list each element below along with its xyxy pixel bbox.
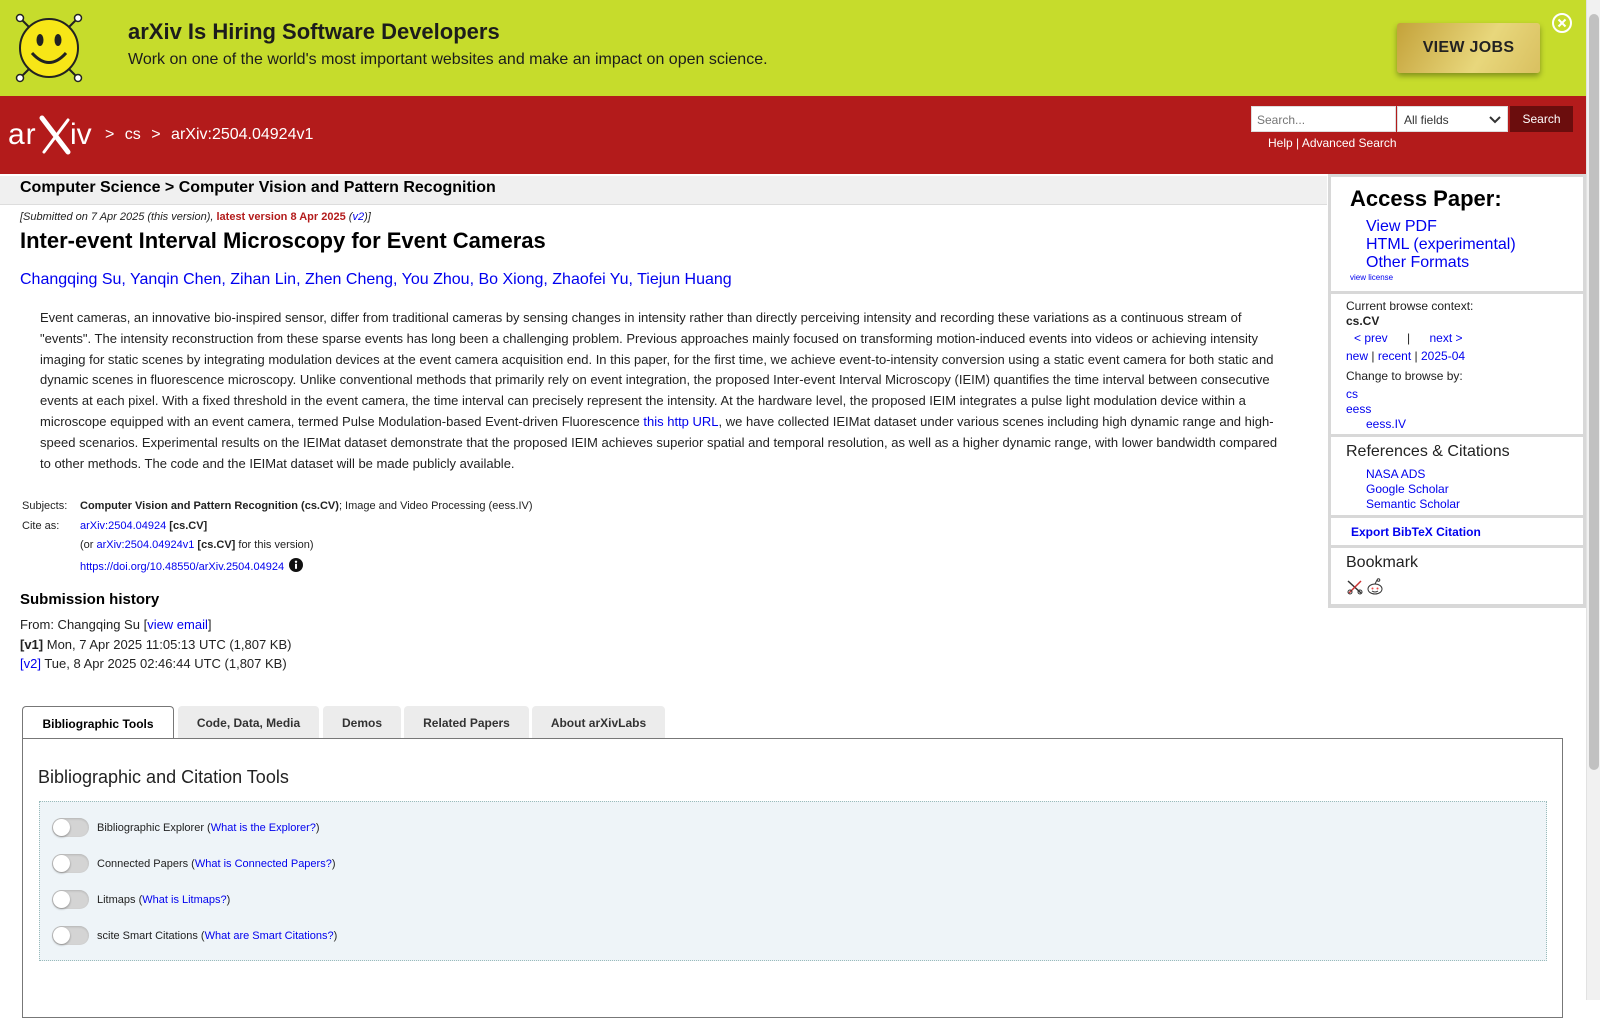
semantic-scholar-link[interactable]: Semantic Scholar: [1366, 497, 1461, 511]
author-link[interactable]: Zhaofei Yu: [552, 271, 629, 288]
banner-title: arXiv Is Hiring Software Developers: [128, 19, 500, 44]
view-license-link[interactable]: view license: [1350, 273, 1394, 282]
smiley-icon: [12, 10, 86, 86]
advanced-search-link[interactable]: Advanced Search: [1301, 136, 1397, 150]
breadcrumb: [105, 126, 319, 144]
access-paper-box: [1331, 177, 1583, 291]
search-field-value: All fields: [1404, 113, 1449, 127]
doi-row: [78, 558, 535, 578]
browse-nav: new | recent | 2025-04: [1346, 349, 1466, 363]
references-box: [1331, 437, 1583, 515]
tool-label: Litmaps: [97, 893, 136, 906]
cite-value: [78, 520, 535, 539]
recent-link[interactable]: recent: [1377, 349, 1412, 363]
toggle-switch[interactable]: [52, 854, 89, 873]
breadcrumb-sep: >: [105, 126, 115, 143]
bookmark-box: [1331, 548, 1583, 604]
view-email-link[interactable]: view email: [147, 617, 208, 632]
cite-category: [cs.CV]: [169, 520, 208, 532]
v2-history-link[interactable]: [v2]: [20, 656, 41, 671]
other-formats-link[interactable]: Other Formats: [1366, 254, 1470, 271]
context-label: Current browse context:: [1346, 299, 1474, 313]
reddit-icon[interactable]: [1366, 578, 1384, 596]
google-scholar-link[interactable]: Google Scholar: [1366, 482, 1449, 496]
abstract: [40, 308, 1290, 474]
search-field-select[interactable]: [1397, 106, 1508, 132]
hiring-banner: [0, 0, 1586, 96]
breadcrumb-paper-id: arXiv:2504.04924v1: [171, 126, 314, 143]
tool-label: scite Smart Citations: [97, 929, 198, 942]
html-link[interactable]: HTML (experimental): [1366, 236, 1516, 253]
browse-context-box: [1331, 294, 1583, 434]
cite-version-link[interactable]: arXiv:2504.04924v1: [96, 539, 195, 551]
references-links: [1366, 467, 1460, 512]
export-bibtex-link[interactable]: Export BibTeX Citation: [1351, 525, 1481, 539]
search-input[interactable]: Search...: [1251, 106, 1396, 132]
help-link[interactable]: Help: [1268, 136, 1293, 150]
header-help-links: [1268, 136, 1397, 150]
submission-history-title: Submission history: [20, 591, 160, 608]
author-link[interactable]: Bo Xiong: [478, 271, 544, 288]
doi-link[interactable]: https://doi.org/10.48550/arXiv.2504.04924: [80, 561, 285, 573]
site-header: [0, 96, 1586, 174]
primary-subject: Computer Vision and Pattern Recognition (cs.CV): [80, 500, 339, 512]
browse-eess-iv-link[interactable]: eess.IV: [1366, 417, 1407, 431]
access-paper-title: Access Paper:: [1350, 186, 1502, 211]
new-link[interactable]: new: [1346, 349, 1369, 363]
toggle-switch[interactable]: [52, 926, 89, 945]
tool-connected-papers: Connected Papers ( What is Connected Papers? ): [52, 854, 336, 873]
references-title: References & Citations: [1346, 443, 1510, 460]
cite-label: Cite as:: [22, 520, 60, 532]
subjects-value: [78, 500, 535, 520]
help-separator: |: [1296, 136, 1300, 150]
tab-panel: [22, 738, 1563, 1018]
bibsonomy-icon[interactable]: [1346, 578, 1364, 596]
author-link[interactable]: Changqing Su: [20, 271, 122, 288]
bibtex-box: [1331, 518, 1583, 545]
tool-label: Bibliographic Explorer: [97, 821, 204, 834]
view-jobs-button[interactable]: VIEW JOBS: [1397, 23, 1540, 73]
sidebar: [1328, 174, 1586, 608]
tool-label: Connected Papers: [97, 857, 189, 870]
tab-related-papers[interactable]: Related Papers: [404, 706, 529, 739]
browse-eess-link[interactable]: eess: [1346, 402, 1372, 416]
page-scrollbar[interactable]: [1586, 0, 1600, 1000]
context-value: cs.CV: [1346, 314, 1380, 328]
toggle-switch[interactable]: [52, 890, 89, 909]
tab-about-arxivlabs[interactable]: About arXivLabs: [532, 706, 665, 739]
svg-text:iv: iv: [70, 118, 92, 151]
subject-header: Computer Science > Computer Vision and Pattern Recognition: [0, 176, 1327, 205]
abstract-url-link[interactable]: this http URL: [643, 413, 719, 429]
v2-link[interactable]: v2: [352, 211, 365, 223]
tools-box: [39, 801, 1547, 961]
submission-history: [20, 615, 291, 674]
tool-help-link[interactable]: What is the Explorer?: [210, 821, 316, 834]
author-link[interactable]: Tiejun Huang: [637, 271, 732, 288]
author-link[interactable]: Zihan Lin: [230, 271, 297, 288]
prev-next: < prev | next >: [1354, 331, 1463, 345]
tab-bibliographic-tools[interactable]: Bibliographic Tools: [22, 706, 174, 741]
history-v2: [v2] Tue, 8 Apr 2025 02:46:44 UTC (1,807 KB): [20, 656, 287, 671]
close-icon[interactable]: [1551, 12, 1573, 34]
submission-note: [Submitted on 7 Apr 2025 (this version), latest version 8 Apr 2025 (v2)]: [20, 211, 371, 223]
search-button[interactable]: Search: [1510, 106, 1573, 132]
toggle-switch[interactable]: [52, 818, 89, 837]
chevron-down-icon: [1489, 115, 1501, 125]
abstract-text: , we have collected IEIMat dataset under various scenes including high dynamic range and high-speed scenarios. Experimental results on the IEIMat dataset demonstrate that the proposed IEIM achieves superior spatial and temporal resolution, as well as a higher dynamic range, with lower bandwidth compared to other methods. The code and the IEIMat dataset will be made publicly available.: [40, 413, 1278, 471]
submitted-text: [Submitted on 7 Apr 2025 (this version),: [20, 211, 217, 223]
cite-id-link[interactable]: arXiv:2504.04924: [80, 520, 167, 532]
breadcrumb-sep: >: [151, 126, 161, 143]
scrollbar-thumb[interactable]: [1589, 14, 1599, 770]
tab-demos[interactable]: Demos: [323, 706, 401, 739]
cite-version: (or arXiv:2504.04924v1 [cs.CV] for this version): [80, 539, 314, 551]
arxiv-logo[interactable]: [8, 114, 102, 156]
abstract-text: Event cameras, an innovative bio-inspired sensor, differ from traditional cameras by sensing changes in intensity rather than directly perceiving intensity and recording these variations as a continuous stream of "events". The intensity reconstruction from these sparse events has long been a challenging problem. Previous approaches mainly focused on transforming motion-induced events into videos or achieving intensity imaging for static scenes by integrating modulation devices at the event camera acquisition end. In this paper, for the first time, we achieve event-to-intensity conversion using a static event camera for both static and dynamic scenes in fluorescence microscopy. Unlike conventional methods that primarily rely on event integration, the proposed Inter-event Interval Microscopy (IEIM) quantifies the time interval between consecutive events at each pixel. With a fixed threshold in the event camera, the time interval can precisely represent the intensity. At the hardware level, the proposed IEIM integrates a pulse light modulation device within a microscope equipped with an event camera, termed Pulse Modulation-based Event-driven Fluorescence: [40, 310, 1274, 429]
breadcrumb-cs[interactable]: cs: [124, 126, 141, 143]
browse-cs-link[interactable]: cs: [1346, 387, 1358, 401]
view-pdf-link[interactable]: View PDF: [1366, 218, 1437, 235]
prev-link[interactable]: < prev: [1354, 331, 1388, 345]
metadata-table: [20, 500, 535, 578]
svg-text:ar: ar: [8, 118, 37, 151]
bookmark-title: Bookmark: [1346, 554, 1419, 571]
tool-bibliographic-explorer: Bibliographic Explorer ( What is the Explorer? ): [52, 818, 320, 837]
access-links: [1366, 218, 1516, 272]
tab-code-data-media[interactable]: Code, Data, Media: [178, 706, 319, 739]
paper-title: Inter-event Interval Microscopy for Event Cameras: [20, 228, 546, 253]
tool-scite: scite Smart Citations ( What are Smart Citations? ): [52, 926, 337, 945]
latest-version: latest version 8 Apr 2025: [216, 211, 346, 223]
next-link[interactable]: next >: [1429, 331, 1463, 345]
history-from: From: Changqing Su [view email]: [20, 617, 212, 632]
author-link[interactable]: Zhen Cheng: [304, 271, 394, 288]
month-link[interactable]: 2025-04: [1421, 349, 1466, 363]
author-list: Changqing Su, Yanqin Chen, Zihan Lin, Zhen Cheng, You Zhou, Bo Xiong, Zhaofei Yu, Tiejun Huang: [20, 271, 732, 288]
tool-help-link[interactable]: What is Connected Papers?: [194, 857, 332, 870]
tool-help-link[interactable]: What is Litmaps?: [142, 893, 227, 906]
author-link[interactable]: You Zhou: [401, 271, 470, 288]
tool-help-link[interactable]: What are Smart Citations?: [204, 929, 334, 942]
other-subjects: ; Image and Video Processing (eess.IV): [338, 500, 533, 512]
bookmark-icons: [1346, 578, 1384, 596]
nasa-ads-link[interactable]: NASA ADS: [1366, 467, 1426, 481]
tool-litmaps: Litmaps ( What is Litmaps? ): [52, 890, 230, 909]
banner-subtitle: Work on one of the world's most important websites and make an impact on open science.: [128, 51, 768, 68]
subjects-label: Subjects:: [22, 500, 68, 512]
history-v1: [v1] Mon, 7 Apr 2025 11:05:13 UTC (1,807 KB): [20, 636, 292, 652]
v1-label: [v1]: [20, 636, 44, 652]
change-browse-label: Change to browse by:: [1346, 369, 1463, 383]
info-icon[interactable]: [289, 558, 303, 572]
author-link[interactable]: Yanqin Chen: [130, 271, 222, 288]
tools-title: Bibliographic and Citation Tools: [38, 767, 289, 787]
